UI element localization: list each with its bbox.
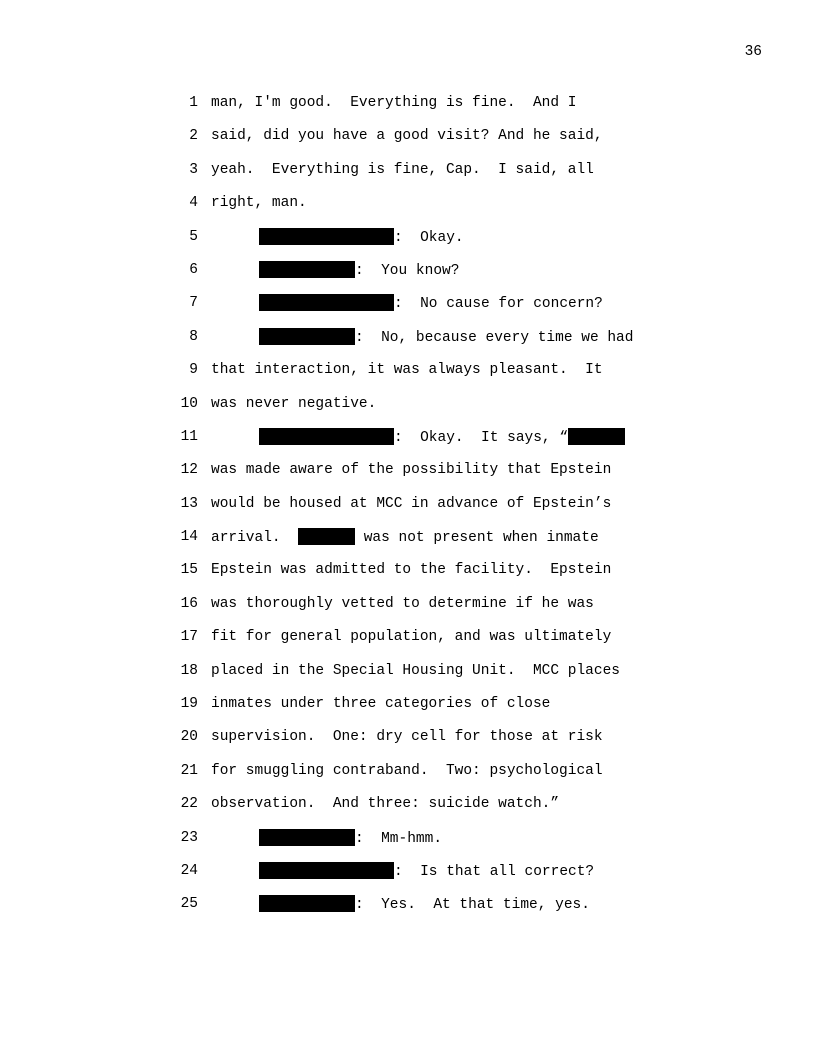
line-number: 22 bbox=[180, 796, 198, 813]
line-text bbox=[211, 595, 594, 613]
transcript-line bbox=[0, 728, 816, 761]
transcript-line bbox=[0, 328, 816, 361]
line-number: 3 bbox=[189, 161, 198, 178]
transcript-line bbox=[0, 127, 816, 160]
line-number: 25 bbox=[180, 896, 198, 913]
transcript-line bbox=[0, 94, 816, 127]
speaker-redaction bbox=[259, 228, 394, 245]
line-content: : Okay. It says, “ bbox=[394, 429, 569, 446]
line-content: observation. And three: suicide watch.” bbox=[211, 796, 560, 813]
transcript-line bbox=[0, 495, 816, 528]
line-text bbox=[211, 194, 307, 212]
line-number: 20 bbox=[180, 729, 198, 746]
line-text bbox=[211, 328, 633, 347]
line-number: 5 bbox=[189, 228, 198, 245]
transcript-line bbox=[0, 228, 816, 261]
transcript-line bbox=[0, 795, 816, 828]
line-content: for smuggling contraband. Two: psychological bbox=[211, 762, 603, 779]
line-number: 23 bbox=[180, 829, 198, 846]
transcript-line bbox=[0, 662, 816, 695]
line-number: 16 bbox=[180, 595, 198, 612]
line-text bbox=[211, 561, 611, 579]
transcript-line bbox=[0, 261, 816, 294]
line-text bbox=[211, 728, 603, 746]
line-number: 12 bbox=[180, 462, 198, 479]
line-content-after: was not present when inmate bbox=[355, 530, 599, 547]
transcript-line bbox=[0, 829, 816, 862]
transcript-line bbox=[0, 695, 816, 728]
line-content: would be housed at MCC in advance of Epstein’s bbox=[211, 495, 612, 512]
line-content: right, man. bbox=[211, 195, 307, 212]
speaker-redaction bbox=[259, 895, 355, 912]
line-number: 14 bbox=[180, 529, 198, 546]
line-text bbox=[211, 395, 376, 413]
line-number: 6 bbox=[189, 261, 198, 278]
speaker-redaction bbox=[259, 829, 355, 846]
line-text bbox=[211, 228, 464, 247]
line-content: was never negative. bbox=[211, 395, 377, 412]
line-number: 1 bbox=[189, 95, 198, 111]
speaker-redaction bbox=[259, 428, 394, 445]
transcript-body bbox=[0, 94, 816, 929]
line-content: fit for general population, and was ultimately bbox=[211, 629, 612, 646]
line-text bbox=[211, 895, 590, 914]
line-text bbox=[211, 261, 459, 280]
inline-redaction bbox=[298, 528, 355, 545]
transcript-line bbox=[0, 862, 816, 895]
line-number: 17 bbox=[180, 629, 198, 646]
line-content: that interaction, it was always pleasant. It bbox=[211, 362, 603, 379]
line-content: : Mm-hmm. bbox=[355, 830, 443, 847]
line-content: was thoroughly vetted to determine if he was bbox=[211, 595, 594, 612]
line-content: was made aware of the possibility that Epstein bbox=[211, 462, 612, 479]
line-content: man, I'm good. Everything is fine. And I bbox=[211, 95, 577, 111]
line-text bbox=[211, 695, 550, 713]
line-content: yeah. Everything is fine, Cap. I said, all bbox=[211, 161, 594, 178]
speaker-redaction bbox=[259, 328, 355, 345]
line-number: 2 bbox=[189, 128, 198, 145]
line-text bbox=[211, 495, 611, 513]
transcript-line bbox=[0, 194, 816, 227]
line-content: inmates under three categories of close bbox=[211, 696, 551, 713]
line-content: Epstein was admitted to the facility. Epstein bbox=[211, 562, 612, 579]
line-text bbox=[211, 795, 559, 813]
line-content: : Yes. At that time, yes. bbox=[355, 897, 590, 914]
transcript-line bbox=[0, 528, 816, 561]
line-content: : You know? bbox=[355, 262, 460, 279]
line-content: : No cause for concern? bbox=[394, 296, 603, 313]
line-content: said, did you have a good visit? And he said, bbox=[211, 128, 603, 145]
line-text bbox=[211, 662, 620, 680]
line-content: placed in the Special Housing Unit. MCC places bbox=[211, 662, 620, 679]
line-content: : No, because every time we had bbox=[355, 329, 634, 346]
transcript-line bbox=[0, 361, 816, 394]
line-text bbox=[211, 829, 442, 848]
line-number: 19 bbox=[180, 696, 198, 713]
speaker-redaction bbox=[259, 261, 355, 278]
transcript-line bbox=[0, 762, 816, 795]
transcript-line bbox=[0, 595, 816, 628]
line-text bbox=[211, 127, 603, 145]
transcript-line bbox=[0, 161, 816, 194]
line-number: 11 bbox=[180, 428, 198, 445]
speaker-redaction bbox=[259, 862, 394, 879]
line-number: 8 bbox=[189, 328, 198, 345]
speaker-redaction bbox=[259, 294, 394, 311]
line-number: 18 bbox=[180, 662, 198, 679]
line-text bbox=[211, 762, 603, 780]
line-text bbox=[211, 161, 594, 179]
line-number: 10 bbox=[180, 395, 198, 412]
line-number: 7 bbox=[189, 295, 198, 312]
line-content: arrival. bbox=[211, 530, 299, 547]
line-text bbox=[211, 528, 599, 547]
line-content: : Is that all correct? bbox=[394, 863, 595, 880]
transcript-line bbox=[0, 294, 816, 327]
line-number: 21 bbox=[180, 762, 198, 779]
line-number: 15 bbox=[180, 562, 198, 579]
line-number: 9 bbox=[189, 362, 198, 379]
line-text bbox=[211, 461, 611, 479]
transcript-line bbox=[0, 395, 816, 428]
transcript-line bbox=[0, 561, 816, 594]
line-text bbox=[211, 294, 603, 313]
transcript-line bbox=[0, 628, 816, 661]
transcript-line bbox=[0, 428, 816, 461]
transcript-line bbox=[0, 461, 816, 494]
line-number: 13 bbox=[180, 495, 198, 512]
transcript-line bbox=[0, 895, 816, 928]
trailing-redaction bbox=[568, 428, 625, 445]
line-content: : Okay. bbox=[394, 229, 464, 246]
line-text bbox=[211, 428, 625, 447]
line-text bbox=[211, 862, 594, 881]
line-number: 24 bbox=[180, 862, 198, 879]
line-text bbox=[211, 628, 611, 646]
page-number: 36 bbox=[744, 44, 762, 60]
line-number: 4 bbox=[189, 195, 198, 212]
line-content: supervision. One: dry cell for those at risk bbox=[211, 729, 603, 746]
line-text bbox=[211, 94, 576, 112]
line-text bbox=[211, 361, 603, 379]
